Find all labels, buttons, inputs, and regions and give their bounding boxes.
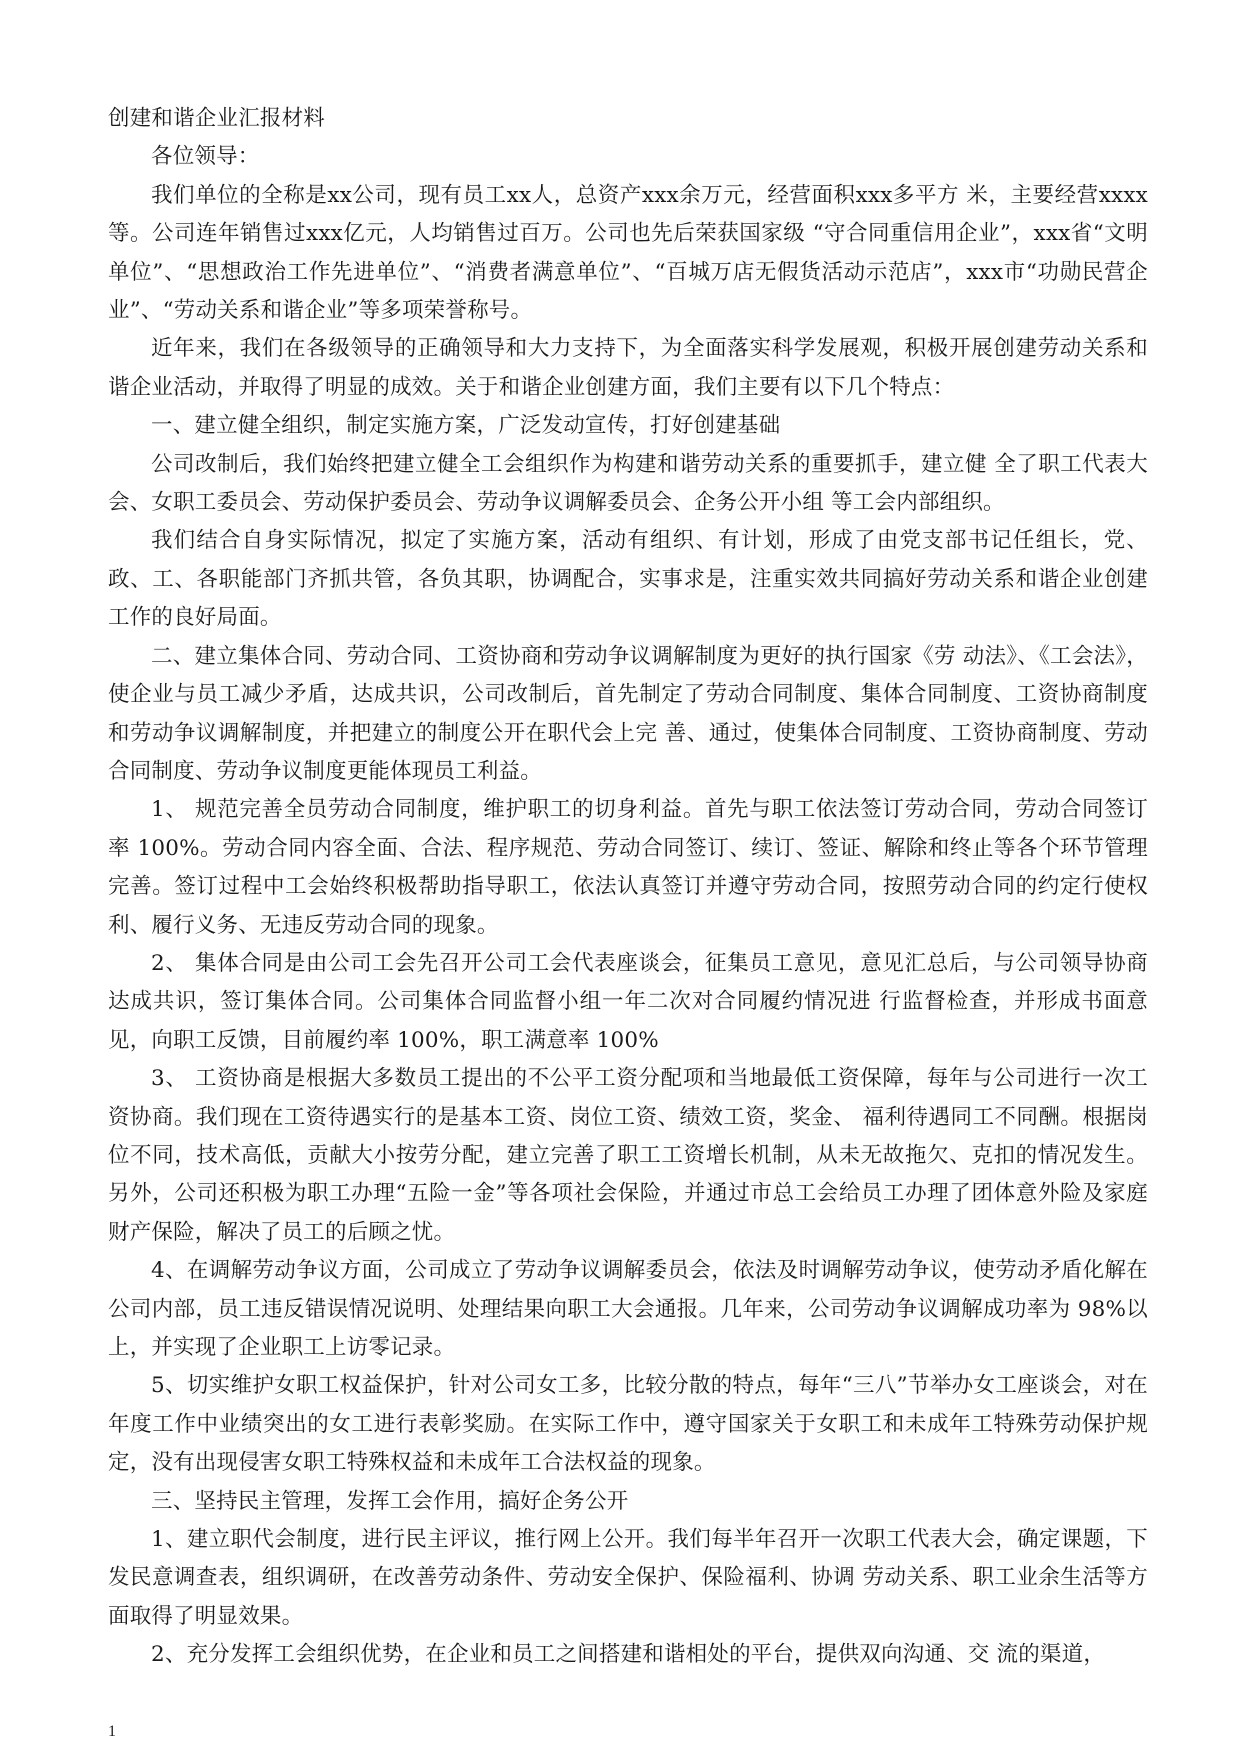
list-item-2-collective-contract: 2、 集体合同是由公司工会先召开公司工会代表座谈会，征集员工意见，意见汇总后，与公司领导协商达成共识，签订集体合同。公司集体合同监督小组一年二次对合同履约情况进 行监督检查，并形成书面意见，向职工反馈，目前履约率 100%，职工满意率 100% [108,950,1148,1053]
paragraph-overview: 近年来，我们在各级领导的正确领导和大力支持下，为全面落实科学发展观，积极开展创建劳动关系和谐企业活动，并取得了明显的成效。关于和谐企业创建方面，我们主要有以下几个特点： [108,336,1148,400]
section-heading-2: 二、建立集体合同、劳动合同、工资协商和劳动争议调解制度为更好的执行国家《劳 动法》、《工会法》，使企业与员工减少矛盾，达成共识，公司改制后，首先制定了劳动合同制度、集体合同制度、工资协商制度和劳动争议调解制度，并把建立的制度公开在职代会上完 善、通过，使集体合同制度、工资协商制度、劳动合同制度、劳动争议制度更能体现员工利益。 [108,643,1148,784]
paragraph-union-organization: 公司改制后，我们始终把建立健全工会组织作为构建和谐劳动关系的重要抓手，建立健 全了职工代表大会、女职工委员会、劳动保护委员会、劳动争议调解委员会、企务公开小组 等工会内部组织。 [108,451,1148,516]
document-title: 创建和谐企业汇报材料 [108,106,326,131]
list-item-5-female-workers: 5、切实维护女职工权益保护，针对公司女工多，比较分散的特点，每年“三八”节举办女工座谈会，对在年度工作中业绩突出的女工进行表彰奖励。在实际工作中，遵守国家关于女职工和未成年工特殊劳动保护规定，没有出现侵害女职工特殊权益和未成年工合法权益的现象。 [108,1373,1148,1476]
list-item-1-labor-contract: 1、 规范完善全员劳动合同制度，维护职工的切身利益。首先与职工依法签订劳动合同，劳动合同签订率 100%。劳动合同内容全面、合法、程序规范、劳动合同签订、续订、签证、解除和终止等各个环节管理完善。签订过程中工会始终积极帮助指导职工，依法认真签订并遵守劳动合同，按照劳动合同的约定行使权利、履行义务、无违反劳动合同的现象。 [108,797,1148,938]
document-body [108,100,1148,1675]
list-item-2-union-platform: 2、充分发挥工会组织优势，在企业和员工之间搭建和谐相处的平台，提供双向沟通、交 流的渠道， [151,1642,1106,1668]
page-number: 1 [108,1723,116,1740]
list-item-3-wage-negotiation: 3、 工资协商是根据大多数员工提出的不公平工资分配项和当地最低工资保障，每年与公司进行一次工资协商。我们现在工资待遇实行的是基本工资、岗位工资、绩效工资，奖金、 福利待遇同工不同酬。根据岗位不同，技术高低，贡献大小按劳分配，建立完善了职工工资增长机制，从未无故拖欠、克扣的情况发生。另外，公司还积极为职工办理“五险一金”等各项社会保险，并通过市总工会给员工办理了团体意外险及家庭财产保险，解决了员工的后顾之忧。 [108,1066,1148,1245]
section-heading-3: 三、坚持民主管理，发挥工会作用，搞好企务公开 [151,1488,629,1514]
paragraph-company-intro: 我们单位的全称是xx公司，现有员工xx人，总资产xxx余万元，经营面积xxx多平方 米，主要经营xxxx等。公司连年销售过xxx亿元，人均销售过百万。公司也先后荣获国家级 “守合同重信用企业”，xxx省“文明单位”、“思想政治工作先进单位”、“消费者满意单位”、“百城万店无假货活动示范店”，xxx市“功勋民营企业”、“劳动关系和谐企业”等多项荣誉称号。 [108,182,1148,324]
salutation: 各位领导： [151,144,260,170]
list-item-4-dispute-mediation: 4、在调解劳动争议方面，公司成立了劳动争议调解委员会，依法及时调解劳动争议，使劳动矛盾化解在公司内部，员工违反错误情况说明、处理结果向职工大会通报。几年来，公司劳动争议调解成功率为 98%以上，并实现了企业职工上访零记录。 [108,1258,1148,1360]
list-item-1-workers-congress: 1、建立职代会制度，进行民主评议，推行网上公开。我们每半年召开一次职工代表大会，确定课题，下发民意调查表，组织调研，在改善劳动条件、劳动安全保护、保险福利、协调 劳动关系、职工业余生活等方面取得了明显效果。 [108,1527,1148,1629]
section-heading-1: 一、建立健全组织，制定实施方案，广泛发动宣传，打好创建基础 [151,413,781,439]
paragraph-implementation-plan: 我们结合自身实际情况，拟定了实施方案，活动有组织、有计划，形成了由党支部书记任组长，党、政、工、各职能部门齐抓共管，各负其职，协调配合，实事求是，注重实效共同搞好劳动关系和谐企业创建工作的良好局面。 [108,528,1148,631]
